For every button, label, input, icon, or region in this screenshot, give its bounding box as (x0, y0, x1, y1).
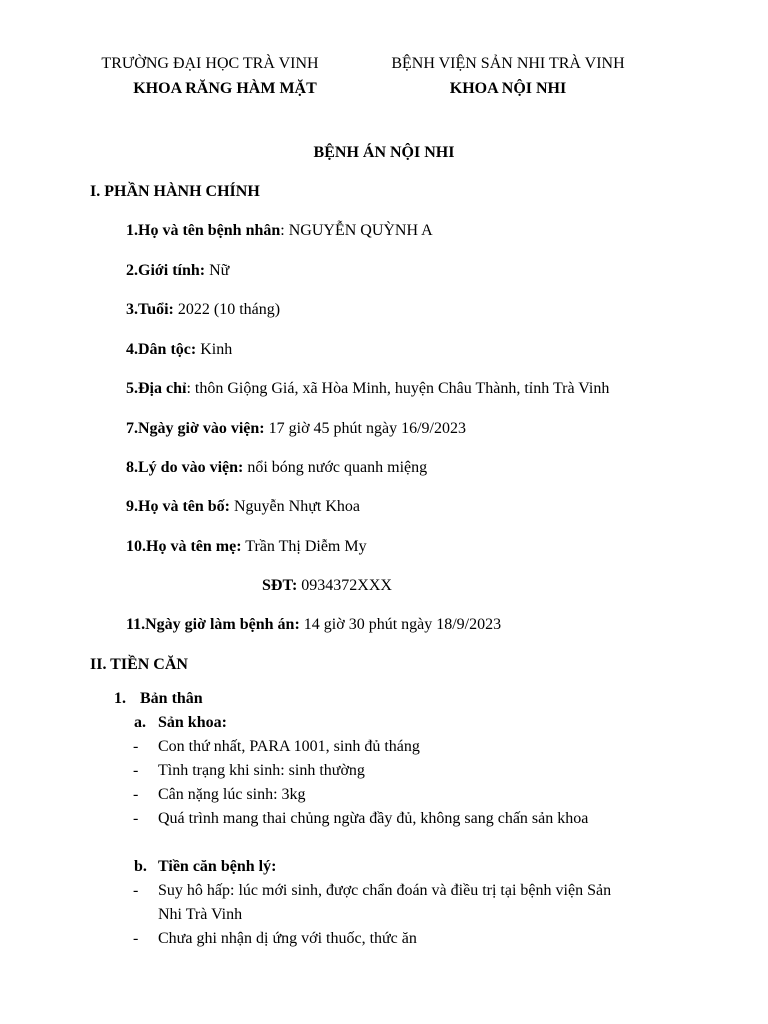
bullet-dash: - (133, 786, 139, 803)
header-faculty: KHOA RĂNG HÀM MẶT (133, 80, 317, 97)
field-label: 2.Giới tính: (126, 262, 206, 279)
field-label: 1.Họ và tên bệnh nhân (126, 222, 281, 239)
field-label: 3.Tuổi: (126, 301, 174, 318)
field-label: 11.Ngày giờ làm bệnh án: (126, 616, 300, 633)
field-value: 17 giờ 45 phút ngày 16/9/2023 (264, 420, 466, 437)
field-age (126, 300, 280, 320)
field-value: Nữ (205, 262, 230, 279)
obstetric-item: Con thứ nhất, PARA 1001, sinh đủ tháng (158, 738, 420, 755)
bullet-dash: - (133, 810, 139, 827)
field-admission-reason (126, 458, 427, 478)
field-value: 0934372XXX (297, 577, 392, 594)
item-a-label: a. (134, 714, 146, 731)
header-department: KHOA NỘI NHI (449, 80, 567, 97)
medical-history-title: Tiền căn bệnh lý: (158, 858, 277, 875)
field-value: 2022 (10 tháng) (173, 301, 281, 318)
field-value: 14 giờ 30 phút ngày 18/9/2023 (299, 616, 502, 633)
field-label: SĐT: (262, 577, 298, 594)
bullet-dash: - (133, 882, 139, 899)
subsection-self-title: Bản thân (140, 690, 203, 707)
field-sep: : (186, 380, 191, 397)
field-sep: : (280, 222, 285, 239)
field-admission-time (126, 419, 466, 439)
field-value: Nguyễn Nhựt Khoa (230, 498, 360, 515)
obstetric-item: Quá trình mang thai chủng ngừa đầy đủ, không sang chấn sản khoa (158, 810, 589, 827)
header-school: TRƯỜNG ĐẠI HỌC TRÀ VINH (101, 55, 319, 72)
medical-history-item: Suy hô hấp: lúc mới sinh, được chẩn đoán và điều trị tại bệnh viện Sản (158, 882, 612, 899)
field-value: NGUYỄN QUỲNH A (284, 222, 433, 239)
field-value: Kinh (196, 341, 233, 358)
field-patient-name (126, 221, 433, 241)
field-ethnicity (126, 340, 232, 360)
field-value: nổi bóng nước quanh miệng (243, 459, 428, 476)
field-address (126, 379, 609, 399)
field-value: thôn Giộng Giá, xã Hòa Minh, huyện Châu Thành, tỉnh Trà Vinh (190, 380, 610, 397)
section-administrative-heading: I. PHẦN HÀNH CHÍNH (90, 183, 260, 200)
item-b-label: b. (134, 858, 147, 875)
obstetric-history-title: Sản khoa: (158, 714, 227, 731)
field-label: 9.Họ và tên bố: (126, 498, 230, 515)
subsection-number: 1. (114, 690, 126, 707)
field-father-name (126, 497, 360, 517)
medical-history-item-continuation: Nhi Trà Vinh (158, 906, 243, 923)
obstetric-item: Tình trạng khi sinh: sinh thường (158, 762, 365, 779)
document-title: BỆNH ÁN NỘI NHI (313, 144, 455, 161)
field-label: 4.Dân tộc: (126, 341, 197, 358)
field-phone (262, 576, 392, 596)
field-label: 7.Ngày giờ vào viện: (126, 420, 265, 437)
field-label: 8.Lý do vào viện: (126, 459, 244, 476)
header-hospital: BỆNH VIỆN SẢN NHI TRÀ VINH (391, 55, 625, 72)
field-label: 10.Họ và tên mẹ: (126, 538, 242, 555)
bullet-dash: - (133, 930, 139, 947)
field-label: 5.Địa chỉ (126, 380, 187, 397)
bullet-dash: - (133, 738, 139, 755)
field-mother-name (126, 537, 367, 557)
bullet-dash: - (133, 762, 139, 779)
obstetric-item: Cân nặng lúc sinh: 3kg (158, 786, 306, 803)
section-history-heading: II. TIỀN CĂN (90, 656, 188, 673)
medical-history-item: Chưa ghi nhận dị ứng với thuốc, thức ăn (158, 930, 417, 947)
field-gender (126, 261, 229, 281)
field-value: Trần Thị Diễm My (241, 538, 367, 555)
field-record-time (126, 615, 501, 635)
